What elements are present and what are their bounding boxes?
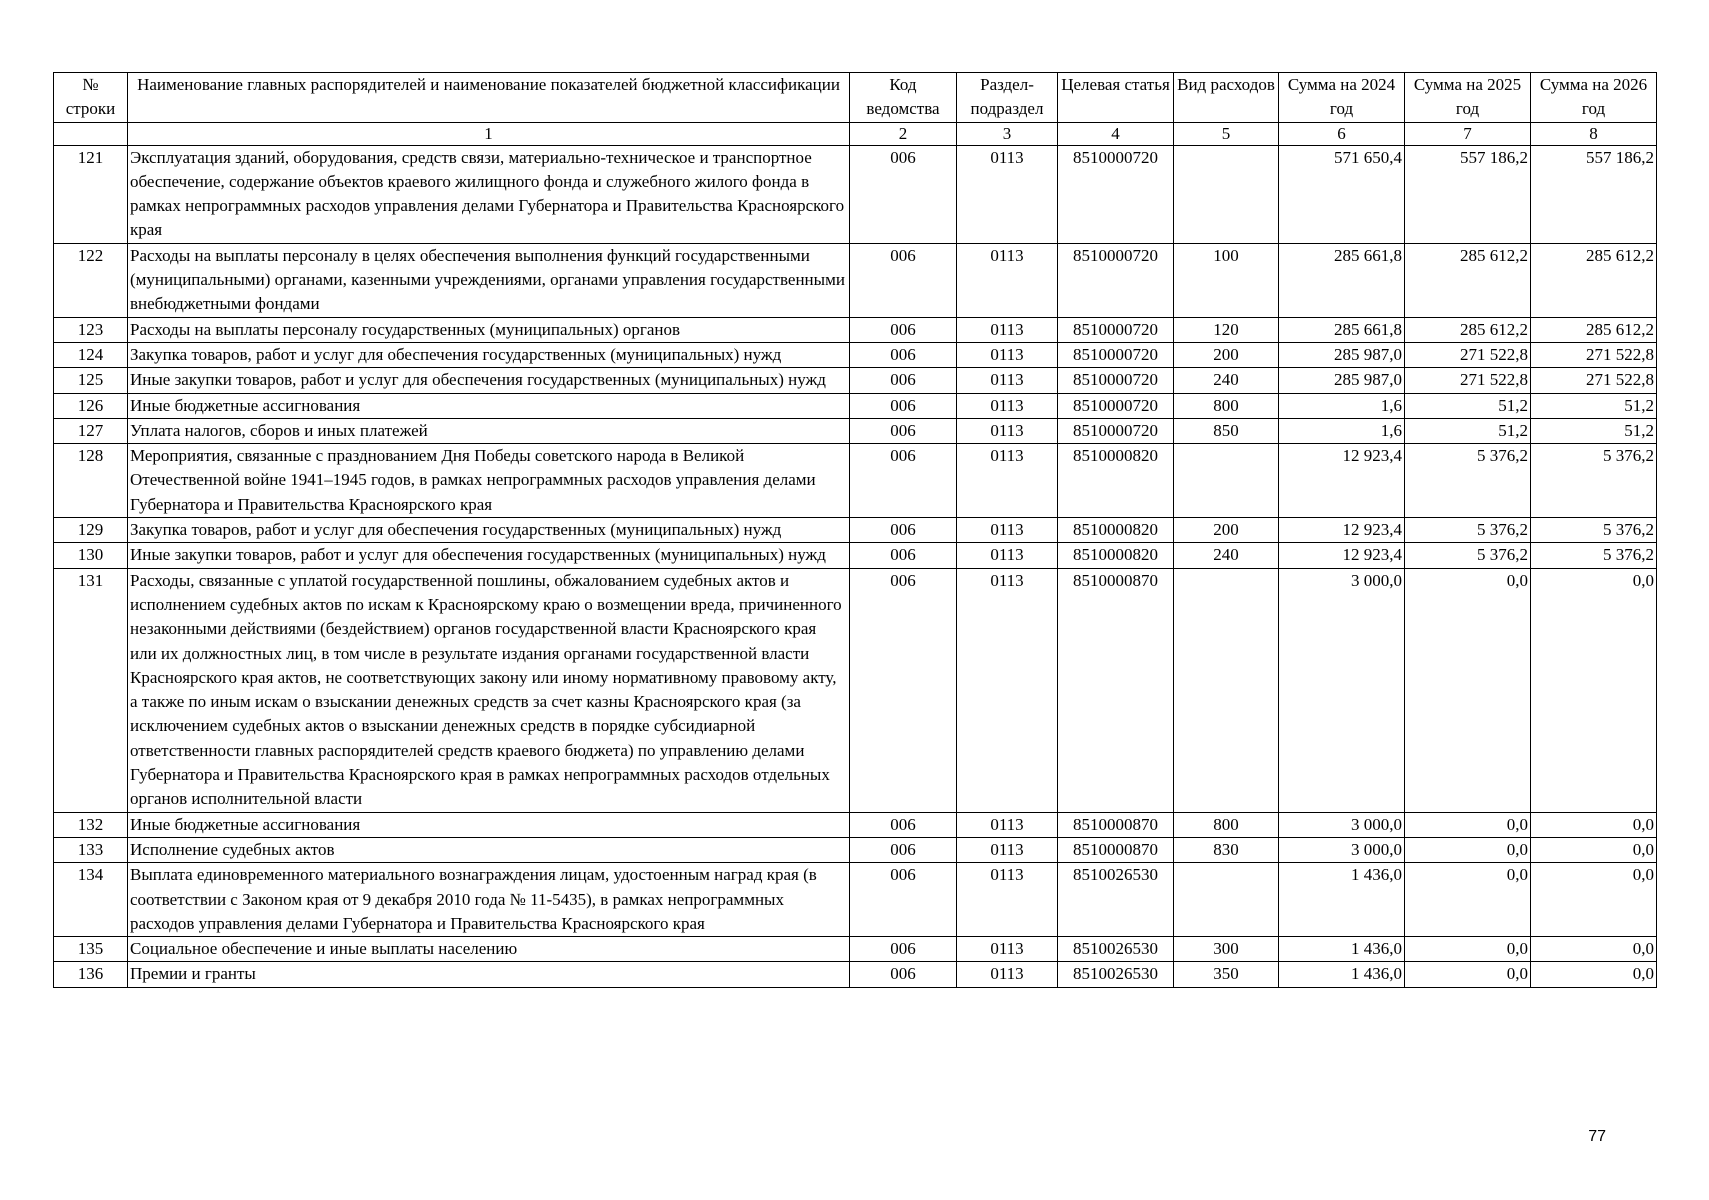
target-cell: 8510000720: [1058, 393, 1174, 418]
sum-2026-cell: 0,0: [1531, 568, 1657, 812]
sum-2025-cell: 0,0: [1405, 863, 1531, 937]
sum-2025-cell: 0,0: [1405, 962, 1531, 987]
row-no-cell: 126: [54, 393, 128, 418]
section-cell: 0113: [957, 317, 1058, 342]
row-no-cell: 130: [54, 543, 128, 568]
sum-2026-cell: 5 376,2: [1531, 444, 1657, 518]
exp-type-cell: 200: [1174, 518, 1279, 543]
section-cell: 0113: [957, 863, 1058, 937]
exp-type-cell: 850: [1174, 418, 1279, 443]
target-cell: 8510000720: [1058, 418, 1174, 443]
sum-2025-cell: 0,0: [1405, 937, 1531, 962]
sum-2026-cell: 557 186,2: [1531, 145, 1657, 243]
dept-code-cell: 006: [850, 342, 957, 367]
row-no-cell: 133: [54, 837, 128, 862]
sum-2024-cell: 1,6: [1279, 418, 1405, 443]
exp-type-cell: [1174, 145, 1279, 243]
table-row: [54, 962, 1657, 987]
sum-2025-cell: 557 186,2: [1405, 145, 1531, 243]
sum-2024-cell: 12 923,4: [1279, 543, 1405, 568]
sum-2026-cell: 271 522,8: [1531, 342, 1657, 367]
exp-type-cell: 100: [1174, 243, 1279, 317]
sum-2024-cell: 1,6: [1279, 393, 1405, 418]
target-cell: 8510026530: [1058, 863, 1174, 937]
sum-2025-cell: 51,2: [1405, 393, 1531, 418]
sum-2025-cell: 5 376,2: [1405, 518, 1531, 543]
sum-2025-cell: 51,2: [1405, 418, 1531, 443]
name-cell: Уплата налогов, сборов и иных платежей: [128, 418, 850, 443]
header-exp-type: Вид расходов: [1174, 73, 1279, 123]
header-sum-2024: Сумма на 2024 год: [1279, 73, 1405, 123]
sum-2026-cell: 285 612,2: [1531, 243, 1657, 317]
section-cell: 0113: [957, 962, 1058, 987]
row-no-cell: 122: [54, 243, 128, 317]
table-row: [54, 393, 1657, 418]
dept-code-cell: 006: [850, 863, 957, 937]
name-cell: Закупка товаров, работ и услуг для обеспечения государственных (муниципальных) нужд: [128, 518, 850, 543]
sum-2026-cell: 0,0: [1531, 812, 1657, 837]
name-cell: Иные закупки товаров, работ и услуг для обеспечения государственных (муниципальных) нужд: [128, 368, 850, 393]
section-cell: 0113: [957, 145, 1058, 243]
sum-2026-cell: 285 612,2: [1531, 317, 1657, 342]
column-number: 6: [1279, 122, 1405, 145]
dept-code-cell: 006: [850, 368, 957, 393]
table-row: [54, 568, 1657, 812]
section-cell: 0113: [957, 444, 1058, 518]
table-row: [54, 368, 1657, 393]
section-cell: 0113: [957, 837, 1058, 862]
table-row: [54, 543, 1657, 568]
header-row: [54, 73, 1657, 123]
target-cell: 8510000720: [1058, 342, 1174, 367]
section-cell: 0113: [957, 342, 1058, 367]
header-sum-2025: Сумма на 2025 год: [1405, 73, 1531, 123]
column-number: 8: [1531, 122, 1657, 145]
sum-2025-cell: 271 522,8: [1405, 368, 1531, 393]
exp-type-cell: [1174, 568, 1279, 812]
row-no-cell: 132: [54, 812, 128, 837]
dept-code-cell: 006: [850, 937, 957, 962]
row-no-cell: 121: [54, 145, 128, 243]
name-cell: Расходы на выплаты персоналу в целях обеспечения выполнения функций государственными (муниципальными) органами, казенными учреждениями, органами управления государственными внебюджетными фондами: [128, 243, 850, 317]
sum-2026-cell: 0,0: [1531, 863, 1657, 937]
header-section: Раздел-подраздел: [957, 73, 1058, 123]
dept-code-cell: 006: [850, 568, 957, 812]
sum-2024-cell: 1 436,0: [1279, 937, 1405, 962]
column-number: 4: [1058, 122, 1174, 145]
row-no-cell: 131: [54, 568, 128, 812]
sum-2026-cell: 271 522,8: [1531, 368, 1657, 393]
page-number: 77: [1588, 1128, 1606, 1145]
sum-2026-cell: 51,2: [1531, 393, 1657, 418]
target-cell: 8510000870: [1058, 568, 1174, 812]
header-target: Целевая статья: [1058, 73, 1174, 123]
sum-2024-cell: 3 000,0: [1279, 568, 1405, 812]
table-row: [54, 837, 1657, 862]
section-cell: 0113: [957, 368, 1058, 393]
name-cell: Социальное обеспечение и иные выплаты населению: [128, 937, 850, 962]
sum-2024-cell: 12 923,4: [1279, 444, 1405, 518]
budget-table-container: [53, 72, 1656, 988]
sum-2025-cell: 285 612,2: [1405, 243, 1531, 317]
dept-code-cell: 006: [850, 145, 957, 243]
name-cell: Эксплуатация зданий, оборудования, средств связи, материально-техническое и транспортное обеспечение, содержание объектов краевого жилищного фонда и служебного жилого фонда в рамках непрограммных расходов управления делами Губернатора и Правительства Красноярского края: [128, 145, 850, 243]
name-cell: Исполнение судебных актов: [128, 837, 850, 862]
name-cell: Иные бюджетные ассигнования: [128, 393, 850, 418]
target-cell: 8510000820: [1058, 543, 1174, 568]
section-cell: 0113: [957, 418, 1058, 443]
sum-2024-cell: 1 436,0: [1279, 863, 1405, 937]
row-no-cell: 124: [54, 342, 128, 367]
dept-code-cell: 006: [850, 812, 957, 837]
section-cell: 0113: [957, 937, 1058, 962]
table-row: [54, 342, 1657, 367]
exp-type-cell: 240: [1174, 543, 1279, 568]
table-row: [54, 317, 1657, 342]
sum-2025-cell: 285 612,2: [1405, 317, 1531, 342]
dept-code-cell: 006: [850, 962, 957, 987]
sum-2025-cell: 0,0: [1405, 812, 1531, 837]
name-cell: Иные бюджетные ассигнования: [128, 812, 850, 837]
target-cell: 8510000870: [1058, 812, 1174, 837]
column-number: 5: [1174, 122, 1279, 145]
table-row: [54, 937, 1657, 962]
sum-2024-cell: 1 436,0: [1279, 962, 1405, 987]
budget-table: [53, 72, 1657, 988]
name-cell: Расходы, связанные с уплатой государственной пошлины, обжалованием судебных актов и исполнением судебных актов по искам к Красноярскому краю о возмещении вреда, причиненного незаконными действиями (бездействием) органов государственной власти Красноярского края или их должностных лиц, в том числе в результате издания органами государственной власти Красноярского края актов, не соответствующих закону или иному нормативному правовому акту, а также по иным искам о взыскании денежных средств за счет казны Красноярского края (за исключением судебных актов о взыскании денежных средств в порядке субсидиарной ответственности главных распорядителей средств краевого бюджета) по управлению делами Губернатора и Правительства Красноярского края в рамках непрограммных расходов отдельных органов исполнительной власти: [128, 568, 850, 812]
header-row-no: № строки: [54, 73, 128, 123]
row-no-cell: 123: [54, 317, 128, 342]
sum-2026-cell: 0,0: [1531, 937, 1657, 962]
sum-2026-cell: 0,0: [1531, 837, 1657, 862]
table-row: [54, 863, 1657, 937]
table-row: [54, 518, 1657, 543]
row-no-cell: 136: [54, 962, 128, 987]
exp-type-cell: 800: [1174, 812, 1279, 837]
row-no-cell: 134: [54, 863, 128, 937]
exp-type-cell: 200: [1174, 342, 1279, 367]
target-cell: 8510026530: [1058, 962, 1174, 987]
exp-type-cell: 240: [1174, 368, 1279, 393]
row-no-cell: 127: [54, 418, 128, 443]
sum-2026-cell: 0,0: [1531, 962, 1657, 987]
table-row: [54, 418, 1657, 443]
table-row: [54, 812, 1657, 837]
exp-type-cell: 300: [1174, 937, 1279, 962]
dept-code-cell: 006: [850, 418, 957, 443]
target-cell: 8510000820: [1058, 444, 1174, 518]
name-cell: Выплата единовременного материального вознаграждения лицам, удостоенным наград края (в соответствии с Законом края от 9 декабря 2010 года № 11-5435), в рамках непрограммных расходов управления делами Губернатора и Правительства Красноярского края: [128, 863, 850, 937]
exp-type-cell: [1174, 444, 1279, 518]
row-no-cell: 125: [54, 368, 128, 393]
name-cell: Премии и гранты: [128, 962, 850, 987]
target-cell: 8510000720: [1058, 317, 1174, 342]
target-cell: 8510000720: [1058, 368, 1174, 393]
section-cell: 0113: [957, 518, 1058, 543]
name-cell: Расходы на выплаты персоналу государственных (муниципальных) органов: [128, 317, 850, 342]
dept-code-cell: 006: [850, 317, 957, 342]
sum-2024-cell: 3 000,0: [1279, 812, 1405, 837]
column-number: 7: [1405, 122, 1531, 145]
name-cell: Иные закупки товаров, работ и услуг для обеспечения государственных (муниципальных) нужд: [128, 543, 850, 568]
table-row: [54, 444, 1657, 518]
section-cell: 0113: [957, 243, 1058, 317]
dept-code-cell: 006: [850, 837, 957, 862]
header-name: Наименование главных распорядителей и наименование показателей бюджетной классификации: [128, 73, 850, 123]
sum-2024-cell: 3 000,0: [1279, 837, 1405, 862]
exp-type-cell: [1174, 863, 1279, 937]
exp-type-cell: 350: [1174, 962, 1279, 987]
exp-type-cell: 830: [1174, 837, 1279, 862]
sum-2026-cell: 51,2: [1531, 418, 1657, 443]
row-no-cell: 135: [54, 937, 128, 962]
column-number: 1: [128, 122, 850, 145]
exp-type-cell: 800: [1174, 393, 1279, 418]
column-number: [54, 122, 128, 145]
sum-2024-cell: 285 987,0: [1279, 368, 1405, 393]
sum-2025-cell: 0,0: [1405, 837, 1531, 862]
sum-2024-cell: 571 650,4: [1279, 145, 1405, 243]
name-cell: Закупка товаров, работ и услуг для обеспечения государственных (муниципальных) нужд: [128, 342, 850, 367]
dept-code-cell: 006: [850, 243, 957, 317]
target-cell: 8510000870: [1058, 837, 1174, 862]
dept-code-cell: 006: [850, 444, 957, 518]
sum-2024-cell: 12 923,4: [1279, 518, 1405, 543]
section-cell: 0113: [957, 543, 1058, 568]
sum-2026-cell: 5 376,2: [1531, 543, 1657, 568]
table-row: [54, 145, 1657, 243]
name-cell: Мероприятия, связанные с празднованием Дня Победы советского народа в Великой Отечественной войне 1941–1945 годов, в рамках непрограммных расходов управления делами Губернатора и Правительства Красноярского края: [128, 444, 850, 518]
column-number: 2: [850, 122, 957, 145]
row-no-cell: 128: [54, 444, 128, 518]
sum-2024-cell: 285 661,8: [1279, 243, 1405, 317]
section-cell: 0113: [957, 812, 1058, 837]
section-cell: 0113: [957, 568, 1058, 812]
sum-2024-cell: 285 661,8: [1279, 317, 1405, 342]
row-no-cell: 129: [54, 518, 128, 543]
table-row: [54, 243, 1657, 317]
target-cell: 8510000820: [1058, 518, 1174, 543]
header-dept-code: Код ведомства: [850, 73, 957, 123]
sum-2024-cell: 285 987,0: [1279, 342, 1405, 367]
dept-code-cell: 006: [850, 393, 957, 418]
dept-code-cell: 006: [850, 518, 957, 543]
column-number-row: [54, 122, 1657, 145]
exp-type-cell: 120: [1174, 317, 1279, 342]
target-cell: 8510000720: [1058, 243, 1174, 317]
sum-2026-cell: 5 376,2: [1531, 518, 1657, 543]
sum-2025-cell: 271 522,8: [1405, 342, 1531, 367]
sum-2025-cell: 0,0: [1405, 568, 1531, 812]
sum-2025-cell: 5 376,2: [1405, 444, 1531, 518]
target-cell: 8510026530: [1058, 937, 1174, 962]
column-number: 3: [957, 122, 1058, 145]
sum-2025-cell: 5 376,2: [1405, 543, 1531, 568]
dept-code-cell: 006: [850, 543, 957, 568]
section-cell: 0113: [957, 393, 1058, 418]
header-sum-2026: Сумма на 2026 год: [1531, 73, 1657, 123]
target-cell: 8510000720: [1058, 145, 1174, 243]
